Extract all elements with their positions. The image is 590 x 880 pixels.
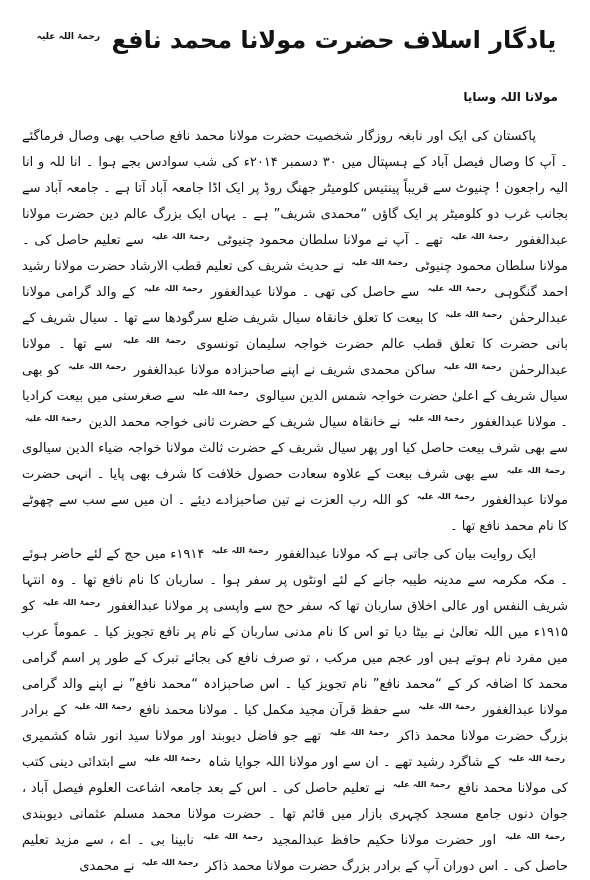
text-run: کو بھی سیال شریف کے اعلیٰ حضرت خواجہ شمس الدین سیالوی xyxy=(22,363,569,404)
text-run: کو اللہ رب العزت نے تین صاحبزادے دیئے ۔ ان میں سے سب سے چھوٹے کا نام محمد نافع تھا ۔ xyxy=(22,493,568,534)
text-run: پاکستان کی ایک اور نابغہ روزگار شخصیت حضرت مولانا محمد نافع صاحب بھی وصال فرماگئے ۔ آپ کا وصال فیصل آباد کے ہسپتال میں ۳۰ دسمبر ۲۰۱۴ء کی شب سوادس بجے ہوا ۔ انا للہ و انا الیہ راجعون ! چنیوٹ سے قریباً پینتیس کلومیٹر جھنگ روڈ پر ایک اڈا جامعہ آباد آتا ہے ۔ جامعہ آباد سے بجانب غرب دو کلومیٹر پر ایک گاؤں “محمدی شریف” ہے ۔ یہاں ایک بزرگ عالم دین حضرت مولانا عبدالغفور xyxy=(22,129,569,248)
text-run: ساکن محمدی شریف نے اپنے صاحبزادہ مولانا عبدالغفور xyxy=(133,363,436,378)
text-run: نے خانقاہ سیال شریف کے حضرت ثانی خواجہ محمد الدین xyxy=(88,415,401,430)
text-run: کا بیعت کا تعلق خانقاہ سیال شریف ضلع سرگودھا سے تھا ۔ سیال شریف کے بانی حضرت کا تعلق قطب عالم حضرت خواجہ سلیمان تونسوی xyxy=(22,311,568,352)
honorific: رحمۃ اللہ علیہ xyxy=(506,465,565,475)
honorific: رحمۃ اللہ علیہ xyxy=(151,231,210,241)
honorific: رحمۃ اللہ علیہ xyxy=(25,413,82,423)
text-run: ایک روایت بیان کی جاتی ہے کہ مولانا عبدالغفور xyxy=(275,547,537,562)
title-honorific: رحمۃ اللہ علیہ xyxy=(36,32,101,42)
article-title xyxy=(22,20,568,60)
text-run: تھے جو فاضل دیوبند اور مولانا سید انور شاہ کشمیری xyxy=(22,729,322,744)
honorific: رحمۃ اللہ علیہ xyxy=(192,387,249,397)
honorific: رحمۃ اللہ علیہ xyxy=(329,727,389,737)
text-run: نے محمدی xyxy=(79,859,135,874)
text-run: ۱۹۱۴ء میں حج کے لئے حاضر ہوئے ۔ مکہ مکرمہ سے مدینہ طیبہ جانے کے لئے اونٹوں پر سفر ہوا ۔ ساربان کا نام نافع تھا ۔ وہ انتہا شریف النفس اور عالی اخلاق ساربان تھا کہ سفر حج سے واپسی پر مولانا عبدالغفور xyxy=(22,547,568,614)
article-body xyxy=(22,124,568,880)
honorific: رحمۃ اللہ علیہ xyxy=(74,701,132,711)
honorific: رحمۃ اللہ علیہ xyxy=(445,309,502,319)
honorific: رحمۃ اللہ علیہ xyxy=(202,831,263,841)
honorific: رحمۃ اللہ علیہ xyxy=(416,491,475,501)
honorific: رحمۃ اللہ علیہ xyxy=(141,857,199,867)
text-run: سے حاصل کی تھی ۔ مولانا عبدالغفور xyxy=(210,285,420,300)
honorific: رحمۃ اللہ علیہ xyxy=(407,413,465,423)
honorific: رحمۃ اللہ علیہ xyxy=(351,257,408,267)
body-paragraph xyxy=(22,542,568,880)
honorific: رحمۃ اللہ علیہ xyxy=(505,831,565,841)
honorific: رحمۃ اللہ علیہ xyxy=(450,231,509,241)
honorific: رحمۃ اللہ علیہ xyxy=(443,361,502,371)
honorific: رحمۃ اللہ علیہ xyxy=(122,335,186,345)
text-run: سے ابتدائی دینی کتب کی مولانا محمد نافع xyxy=(22,755,568,796)
text-run: سے بھی شرف بیعت کے علاوہ سعادت حصول خلافت کا شرف بھی پایا ۔ انہی حضرت مولانا عبدالغفور xyxy=(22,467,569,508)
honorific: رحمۃ اللہ علیہ xyxy=(68,361,126,371)
author-byline: مولانا اللہ وسایا xyxy=(463,90,558,104)
text-run: سے حفظ قرآن مجید مکمل کیا ۔ مولانا محمد نافع xyxy=(139,703,411,718)
honorific: رحمۃ اللہ علیہ xyxy=(143,283,203,293)
text-run: تھے ۔ آپ نے مولانا سلطان محمود چنیوٹی xyxy=(217,233,443,248)
text-run: نے حدیث شریف کی تعلیم قطب الارشاد حضرت مولانا رشید احمد گنگوہی xyxy=(22,259,569,300)
honorific: رحمۃ اللہ علیہ xyxy=(211,545,269,555)
text-run: اور حضرت مولانا حکیم حافظ عبدالمجید xyxy=(271,833,497,848)
honorific: رحمۃ اللہ علیہ xyxy=(427,283,487,293)
text-run: سے بھی شرف بیعت حاصل کیا اور پھر سیال شریف کے حضرت ثالث مولانا خواجہ ضیاء الدین سیالوی xyxy=(22,441,568,456)
text-run: کے برادر بزرگ حضرت مولانا محمد ذاکر xyxy=(22,703,568,744)
body-paragraph xyxy=(22,124,568,540)
text-run: سے تعلیم حاصل کی ۔ مولانا سلطان محمود چنیوٹی xyxy=(22,233,568,274)
text-run: کو ۱۹۱۵ء میں اللہ تعالیٰ نے بیٹا دیا تو اس کا نام مدنی ساربان کے نام پر نافع تجویز کیا ۔ عموماً عرب میں مفرد نام ہوتے ہیں اور عجم میں مرکب ، تو صرف نافع کی بجائے تبرک کے طور پر اسم گرامی محمد کا اضافہ کر کے “محمد نافع” نام تجویز کیا ۔ اس صاحبزادہ “محمد نافع” نے اپنے والد گرامی مولانا عبدالغفور xyxy=(22,599,569,718)
text-run: کے والد گرامی مولانا عبدالرحمٰن xyxy=(22,285,569,326)
honorific: رحمۃ اللہ علیہ xyxy=(42,597,101,607)
text-run: کے شاگرد رشید تھے ۔ ان سے اور مولانا اللہ جوایا شاہ xyxy=(208,755,501,770)
honorific: رحمۃ اللہ علیہ xyxy=(508,753,565,763)
text-run: سے تھا ۔ مولانا عبدالرحمٰن xyxy=(22,337,568,378)
article-title-text: یادگار اسلاف حضرت مولانا محمد نافع xyxy=(111,26,557,54)
text-run: نابینا بی ۔ اے ، سے مزید تعلیم حاصل کی ۔ اس دوران آپ کے برادر بزرگ حضرت مولانا محمد ذاکر xyxy=(22,833,568,874)
honorific: رحمۃ اللہ علیہ xyxy=(143,753,201,763)
text-run: نے تعلیم حاصل کی ۔ اس کے بعد جامعہ اشاعت العلوم فیصل آباد ، جوان دنوں جامع مسجد کچہری بازار میں قائم تھا ۔ حضرت مولانا محمد مسلم عثمانی دیوبندی xyxy=(22,781,568,822)
honorific: رحمۃ اللہ علیہ xyxy=(418,701,476,711)
honorific: رحمۃ اللہ علیہ xyxy=(392,779,451,789)
text-run: سے صغرسنی میں بیعت کرادیا ۔ مولانا عبدالغفور xyxy=(22,389,569,430)
